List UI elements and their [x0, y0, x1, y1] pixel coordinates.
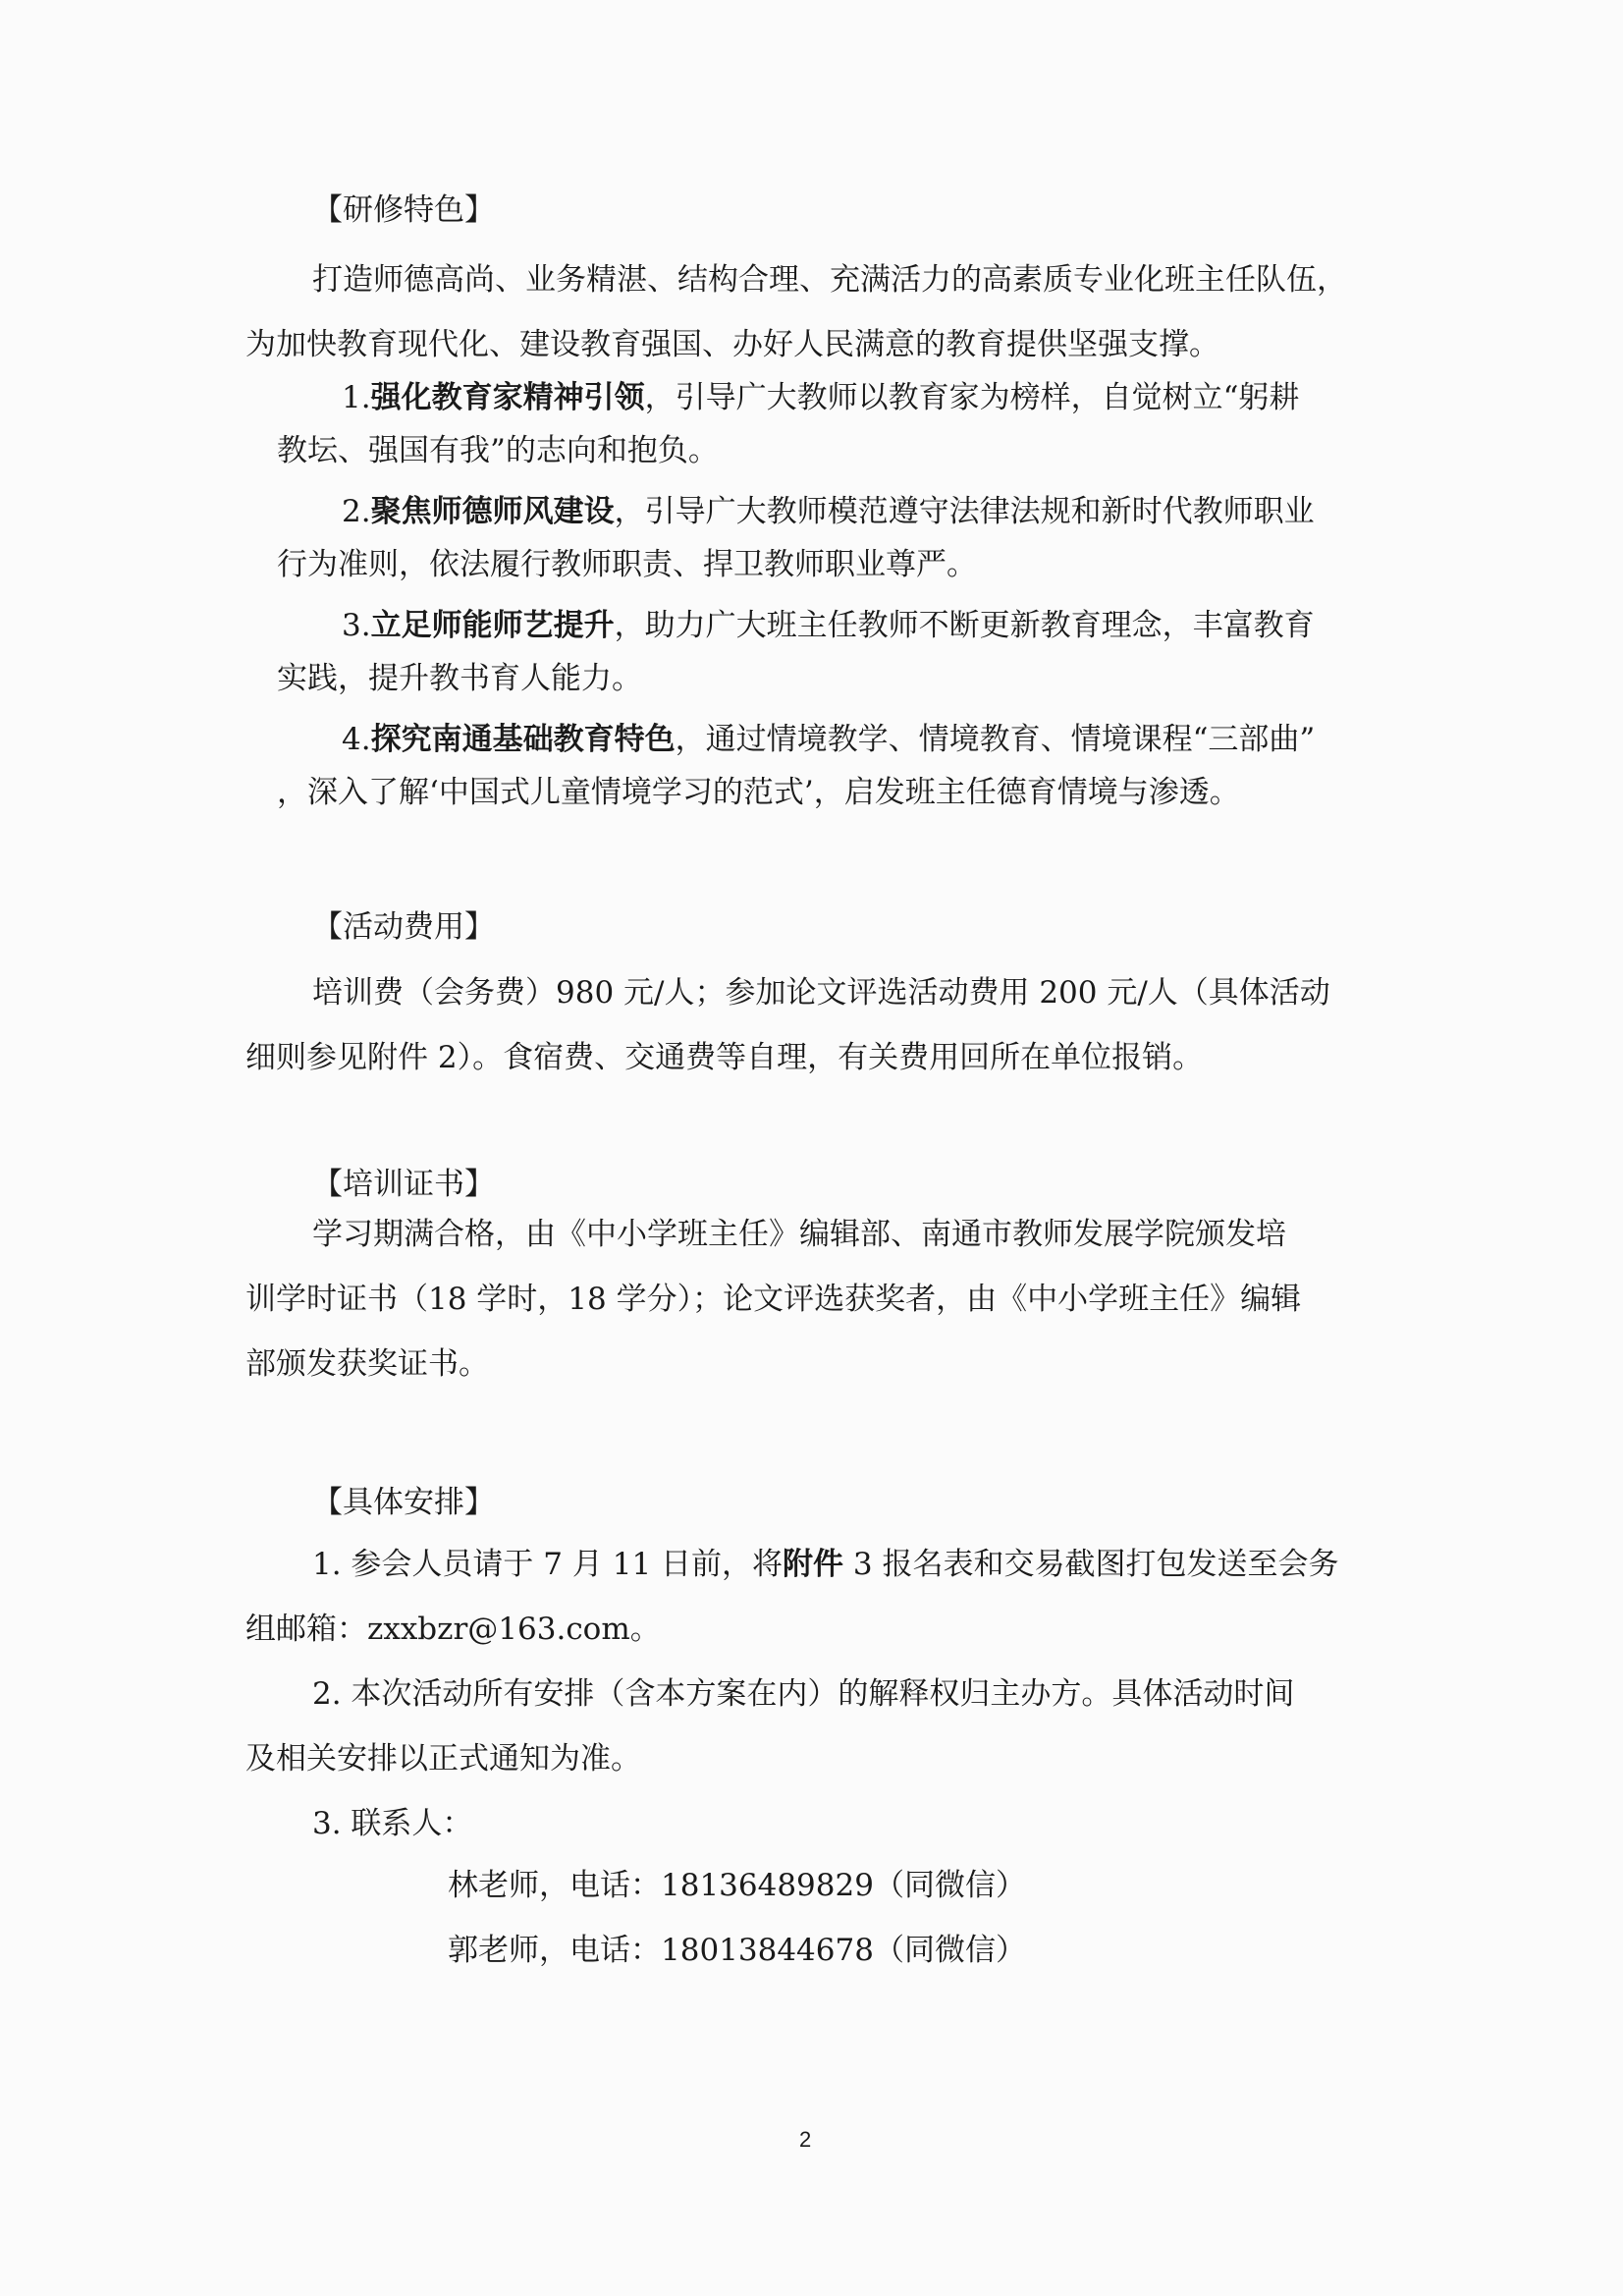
certificate-heading: 【培训证书】 [312, 1167, 495, 1202]
feature-item-text: ，助力广大班主任教师不断更新教育理念，丰富教育 [614, 608, 1315, 643]
arrangement-item1-text-a: 1. 参会人员请于 7 月 11 日前，将 [312, 1547, 784, 1582]
features-intro [245, 247, 1394, 377]
contact-guo: 郭老师，电话：18013844678（同微信） [448, 1933, 1026, 1968]
feature-item-bold: 强化教育家精神引领 [370, 380, 645, 415]
feature-item-bold: 聚焦师德师风建设 [370, 494, 615, 529]
arrangement-item1-text-b: 3 报名表和交易截图打包发送至会务 [843, 1547, 1339, 1582]
page-number: 2 [799, 2127, 812, 2152]
features-heading: 【研修特色】 [312, 192, 495, 228]
arrangement-item3: 3. 联系人： [312, 1806, 473, 1841]
fees-line1: 培训费（会务费）980 元/人；参加论文评选活动费用 200 元/人（具体活动 [312, 975, 1330, 1011]
certificate-line3: 部颁发获奖证书。 [245, 1346, 489, 1382]
feature-item-number: 3. [342, 608, 371, 643]
feature-item-bold: 探究南通基础教育特色 [370, 722, 676, 757]
arrangement-item-3 [245, 1791, 1394, 1856]
feature-item-text: ，引导广大教师模范遵守法律法规和新时代教师职业 [614, 494, 1315, 529]
certificate-text [245, 1202, 1394, 1396]
certificate-line2: 训学时证书（18 学时，18 学分）；论文评选获奖者，由《中小学班主任》编辑 [245, 1282, 1302, 1317]
arrangement-item-2 [245, 1662, 1394, 1791]
fees-text [245, 960, 1394, 1090]
feature-item-bold: 立足师能师艺提升 [370, 608, 615, 643]
fees-heading: 【活动费用】 [312, 909, 495, 945]
arrangement-item2-line1: 2. 本次活动所有安排（含本方案在内）的解释权归主办方。具体活动时间 [312, 1676, 1295, 1712]
features-intro-line2: 为加快教育现代化、建设教育强国、办好人民满意的教育提供坚强支撑。 [245, 327, 1219, 362]
feature-item-text: ，通过情境教学、情境教育、情境课程“三部曲” [675, 722, 1316, 757]
arrangement-item-1 [245, 1532, 1394, 1662]
feature-item-number: 1. [342, 380, 371, 415]
feature-item-1 [245, 365, 1394, 483]
features-intro-line1: 打造师德高尚、业务精湛、结构合理、充满活力的高素质专业化班主任队伍， [312, 262, 1347, 298]
feature-item-number: 2. [342, 494, 371, 529]
arrangement-item2-line2: 及相关安排以正式通知为准。 [245, 1741, 641, 1777]
feature-item-line2: 教坛、强国有我”的志向和抱负。 [277, 433, 719, 468]
contact-lin: 林老师，电话：18136489829（同微信） [448, 1868, 1026, 1903]
feature-item-text: ，引导广大教师以教育家为榜样，自觉树立“躬耕 [644, 380, 1300, 415]
feature-item-4 [245, 707, 1394, 825]
arrangement-item1-line2: 组邮箱：zxxbzr@163.com。 [245, 1612, 661, 1647]
fees-line2: 细则参见附件 2）。食宿费、交通费等自理，有关费用回所在单位报销。 [245, 1040, 1204, 1075]
feature-item-3 [245, 593, 1394, 711]
feature-item-2 [245, 479, 1394, 597]
feature-item-line2: 实践，提升教书育人能力。 [277, 661, 642, 696]
feature-item-number: 4. [342, 722, 371, 757]
feature-item-line2: ，深入了解‘中国式儿童情境学习的范式’，启发班主任德育情境与渗透。 [277, 775, 1240, 810]
certificate-line1: 学习期满合格，由《中小学班主任》编辑部、南通市教师发展学院颁发培 [312, 1217, 1286, 1252]
arrangement-heading: 【具体安排】 [312, 1485, 495, 1520]
arrangement-item1-bold: 附件 [783, 1547, 844, 1582]
feature-item-line2: 行为准则，依法履行教师职责、捍卫教师职业尊严。 [277, 547, 977, 582]
